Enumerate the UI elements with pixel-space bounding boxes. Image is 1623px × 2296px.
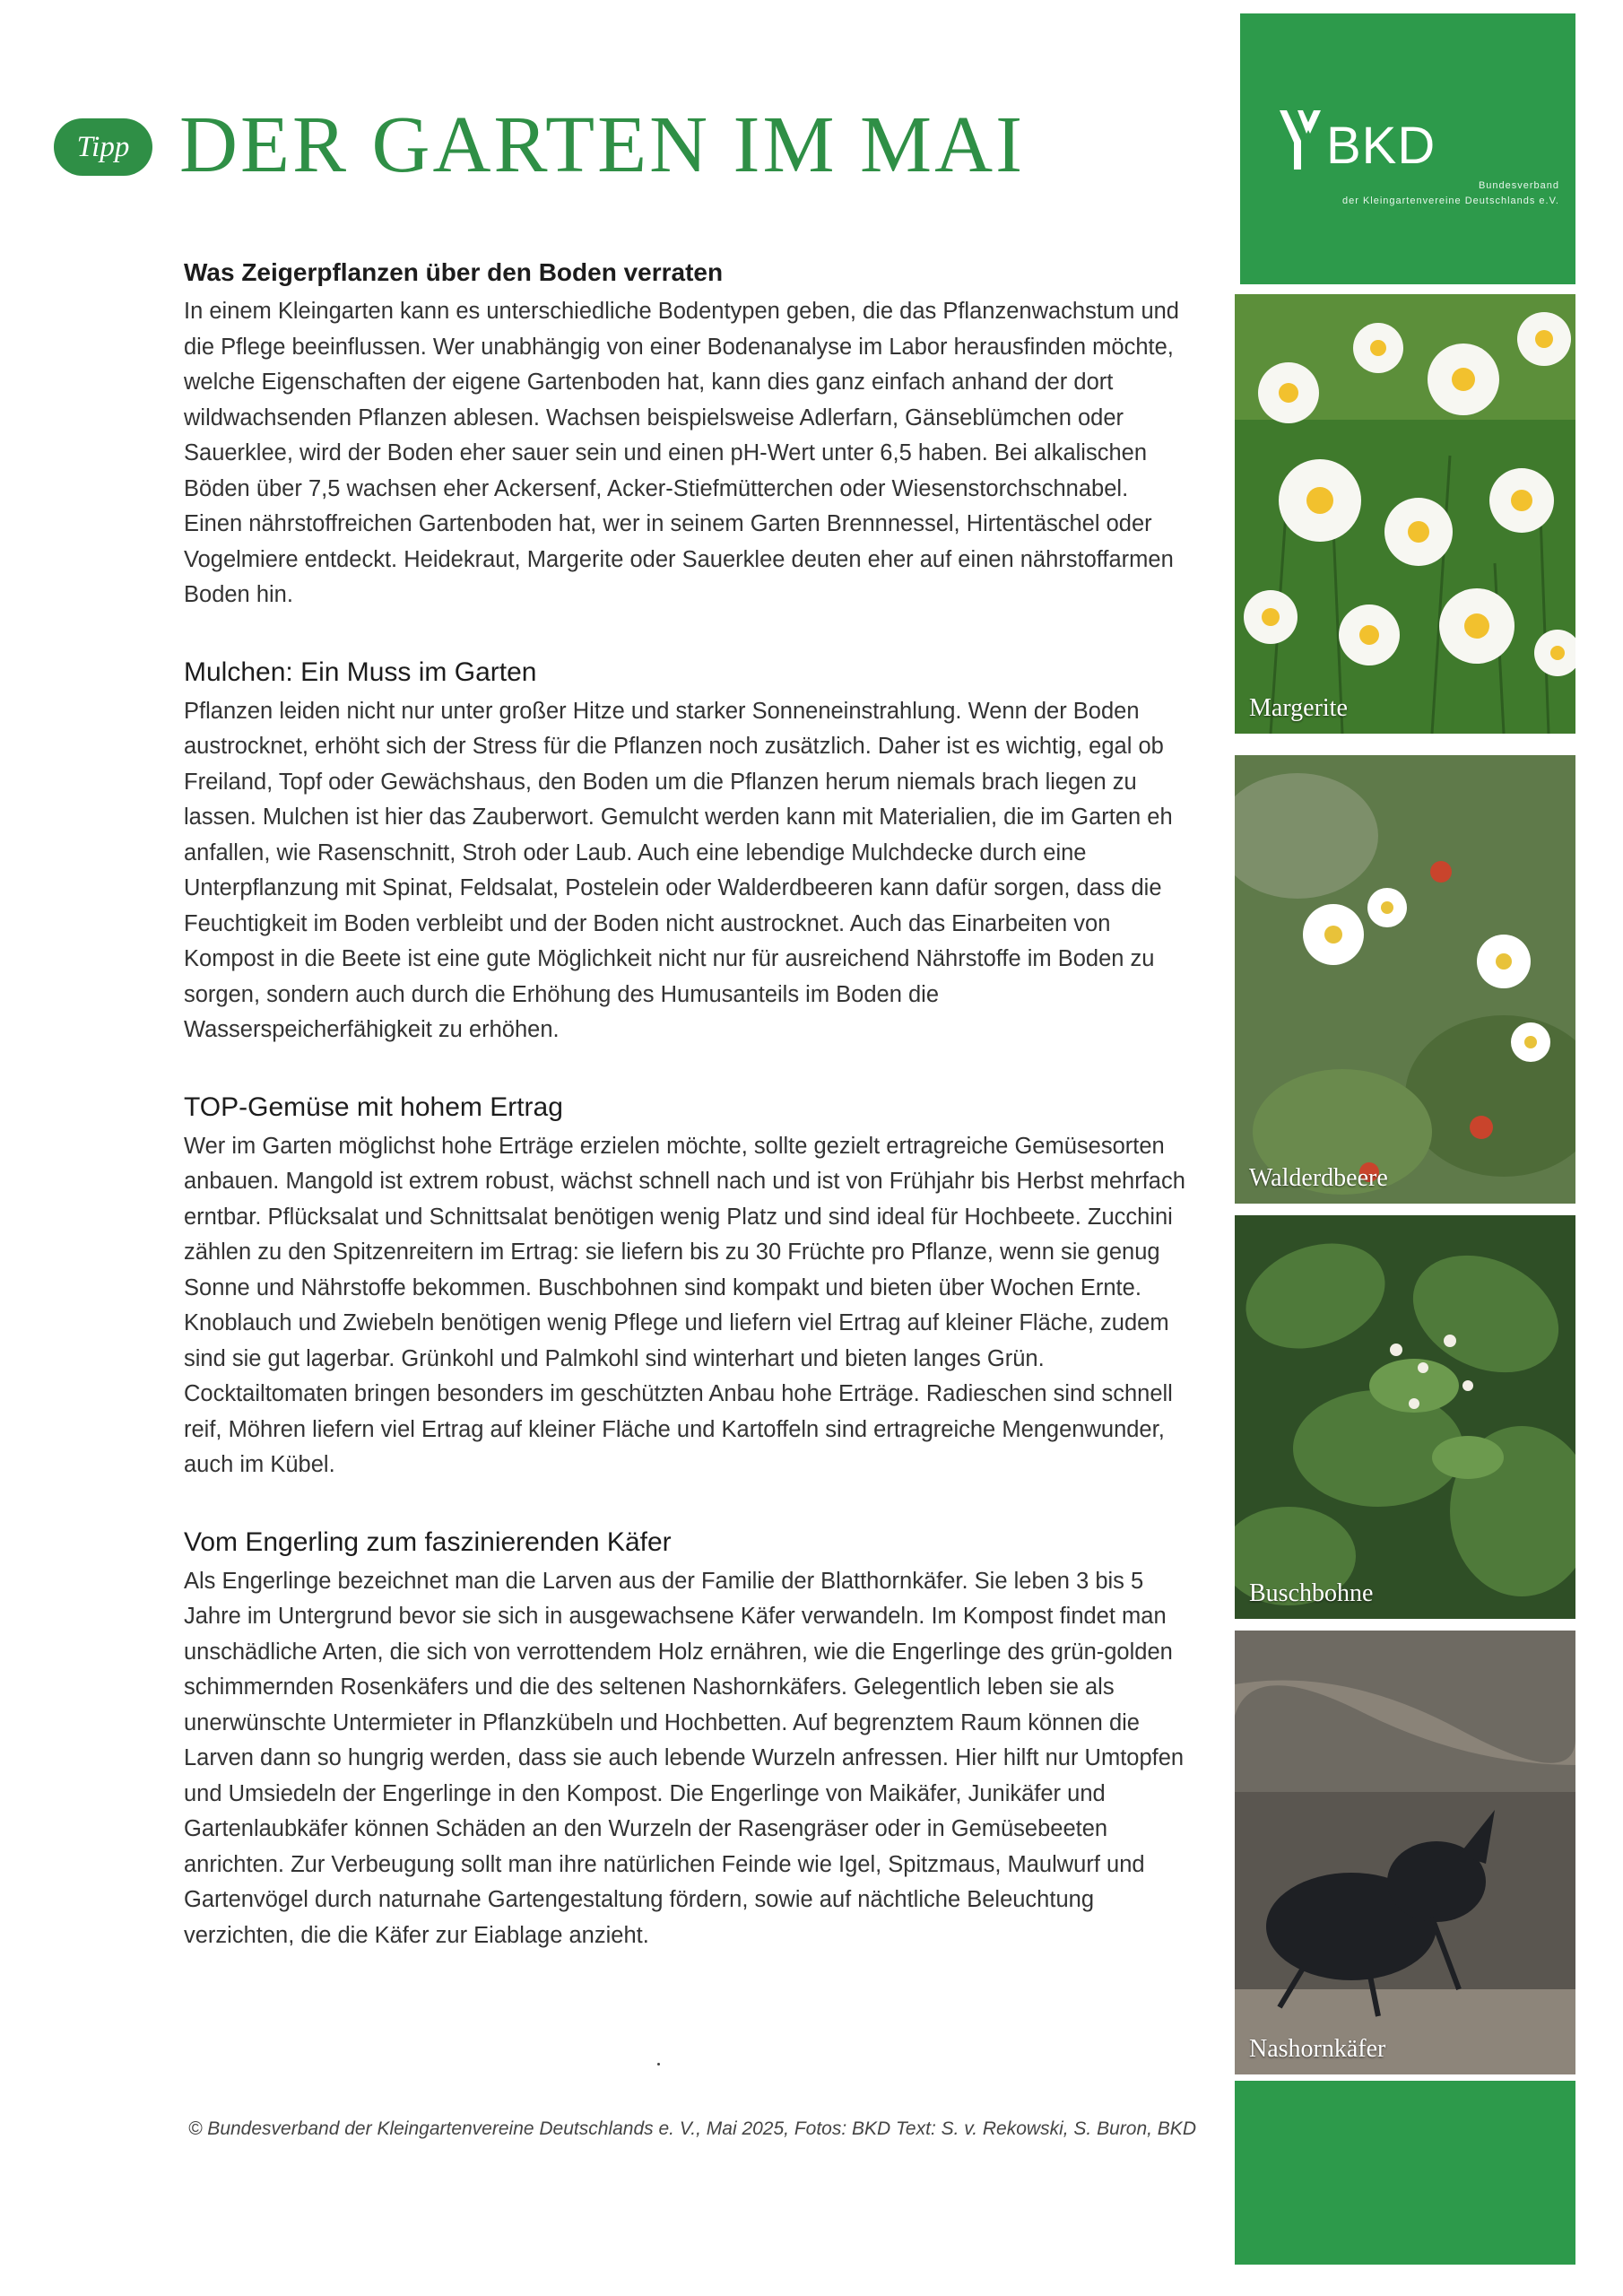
photo-caption: Walderdbeere — [1249, 1164, 1388, 1192]
section-mulchen — [184, 657, 1188, 1048]
section-engerling — [184, 1526, 1188, 1954]
section-text: Pflanzen leiden nicht nur unter großer Hitze und starker Sonneneinstrahlung. Wenn der Boden austrocknet, erhöht sich der Stress für die Pflanzen noch zusätzlich. Daher ist es wichtig, egal ob Freiland, Topf oder Gewächshaus, den Boden um die Pflanzen herum niemals brach liegen zu lassen. Mulchen ist hier das Zauberwort. Gemulcht werden kann mit Materialien, die im Garten eh anfallen, wie Rasenschnitt, Stroh oder Laub. Auch eine lebendige Mulchdecke durch eine Unterpflanzung mit Spinat, Feldsalat, Postelein oder Walderdbeeren kann dafür sorgen, dass die Feuchtigkeit im Boden verbleibt und der Boden nicht austrocknet. Auch das Einarbeiten von Kompost in die Beete ist eine gute Möglichkeit nicht nur für ausreichend Nährstoffe im Boden zu sorgen, sondern auch durch die Erhöhung des Humusanteils im Boden die Wasserspeicherfähigkeit zu erhöhen. — [184, 698, 1173, 1042]
bkd-logo-text: BKD — [1326, 117, 1436, 175]
walderdbeere-image — [1235, 755, 1575, 1204]
bottom-green-panel — [1235, 2081, 1575, 2265]
section-heading: Was Zeigerpflanzen über den Boden verraten — [184, 258, 724, 286]
page-title: DER GARTEN IM MAI — [179, 100, 1026, 189]
section-text: In einem Kleingarten kann es unterschiedliche Bodentypen geben, die das Pflanzenwachstum und die Pflege beeinflussen. Wer unabhängig von einer Bodenanalyse im Labor herausfinden möchte, welche Eigenschaften der eigene Gartenboden hat, kann dies ganz einfach anhand der dort wildwachsenden Pflanzen ablesen. Wachsen beispielsweise Adlerfarn, Gänseblümchen oder Sauerklee, wird der Boden eher sauer sein und einen pH-Wert unter 6,5 haben. Bei alkalischen Böden über 7,5 wachsen eher Ackersenf, Acker-Stiefmütterchen oder Wiesenstorchschnabel. Einen nährstoffreichen Gartenboden hat, wer in seinem Garten Brennnessel, Hirtentäschel oder Vogelmiere entdeckt. Heidekraut, Margerite oder Sauerklee deuten eher auf einen nährstoffarmen Boden hin. — [184, 299, 1179, 607]
tipp-badge: Tipp — [54, 118, 152, 176]
section-text: Wer im Garten möglichst hohe Erträge erzielen möchte, sollte gezielt ertragreiche Gemüsesorten anbauen. Mangold ist extrem robust, wächst schnell nach und ist von Frühjahr bis Herbst mehrfach erntbar. Pflücksalat und Schnittsalat benötigen wenig Platz und sind ideal für Hochbeete. Zucchini zählen zu den Spitzenreitern im Ertrag: sie liefern bis zu 30 Früchte pro Pflanze, wenn sie genug Sonne und Nährstoffe bekommen. Buschbohnen sind kompakt und bieten über Wochen Ernte. Knoblauch und Zwiebeln benötigen wenig Pflege und liefern viel Ertrag auf kleiner Fläche, zudem sind sie gut lagerbar. Grünkohl und Palmkohl sind winterhart und bieten langes Grün. Cocktailtomaten bringen besonders im geschützten Anbau hohe Erträge. Radieschen sind schnell reif, Möhren liefern viel Ertrag auf kleiner Fläche und Kartoffeln sind ertragreiche Mengenwunder, auch im Kübel. — [184, 1133, 1185, 1477]
section-heading: TOP-Gemüse mit hohem Ertrag — [184, 1091, 563, 1122]
section-zeigerpflanzen — [184, 257, 1188, 613]
section-heading: Mulchen: Ein Muss im Garten — [184, 657, 537, 687]
photo-caption: Margerite — [1249, 694, 1348, 722]
bkd-logo-icon — [1274, 107, 1332, 171]
section-text: Als Engerlinge bezeichnet man die Larven aus der Familie der Blatthornkäfer. Sie leben 3 bis 5 Jahre im Untergrund bevor sie sich in ausgewachsene Käfer verwandeln. Im Kompost findet man unschädliche Arten, die sich von verrottendem Holz ernähren, wie die Engerlinge des grün-golden schimmernden Rosenkäfers und die des seltenen Nashornkäfers. Gelegentlich leben sie als unerwünschte Untermieter in Pflanzkübeln und Hochbetten. Auf begrenztem Raum können die Larven dann so hungrig werden, dass sie auch lebende Wurzeln anfressen. Hier hilft nur Umtopfen und Umsiedeln der Engerlinge in den Kompost. Die Engerlinge von Maikäfer, Junikäfer und Gartenlaubkäfer können Schäden an den Wurzeln der Rasengräser oder in Gemüsebeeten anrichten. Zur Verbeugung sollt man ihre natürlichen Feinde wie Igel, Spitzmaus, Maulwurf und Gartenvögel durch naturnahe Gartengestaltung fördern, sowie auf nächtliche Beleuchtung verzichten, die die Käfer zur Eiablage anzieht. — [184, 1568, 1185, 1948]
bkd-logo-panel — [1240, 13, 1575, 284]
article-body — [184, 257, 1188, 1996]
photo-margerite — [1235, 294, 1575, 734]
nashornkaefer-image — [1235, 1631, 1575, 2074]
section-heading: Vom Engerling zum faszinierenden Käfer — [184, 1526, 672, 1557]
photo-nashornkaefer — [1235, 1631, 1575, 2074]
photo-caption: Buschbohne — [1249, 1579, 1374, 1607]
margerite-image — [1235, 294, 1575, 734]
section-top-gemuese — [184, 1091, 1188, 1483]
photo-caption: Nashornkäfer — [1249, 2035, 1386, 2063]
photo-buschbohne — [1235, 1215, 1575, 1619]
copyright-footer: © Bundesverband der Kleingartenvereine Deutschlands e. V., Mai 2025, Fotos: BKD Text: S. v. Rekowski, S. Buron, BKD — [188, 2118, 1196, 2139]
stray-dot — [657, 2063, 660, 2066]
bkd-logo-subtitle-1: Bundesverband — [1478, 180, 1559, 191]
buschbohne-image — [1235, 1215, 1575, 1619]
photo-walderdbeere — [1235, 755, 1575, 1204]
bkd-logo-subtitle-2: der Kleingartenvereine Deutschlands e.V. — [1341, 196, 1559, 206]
